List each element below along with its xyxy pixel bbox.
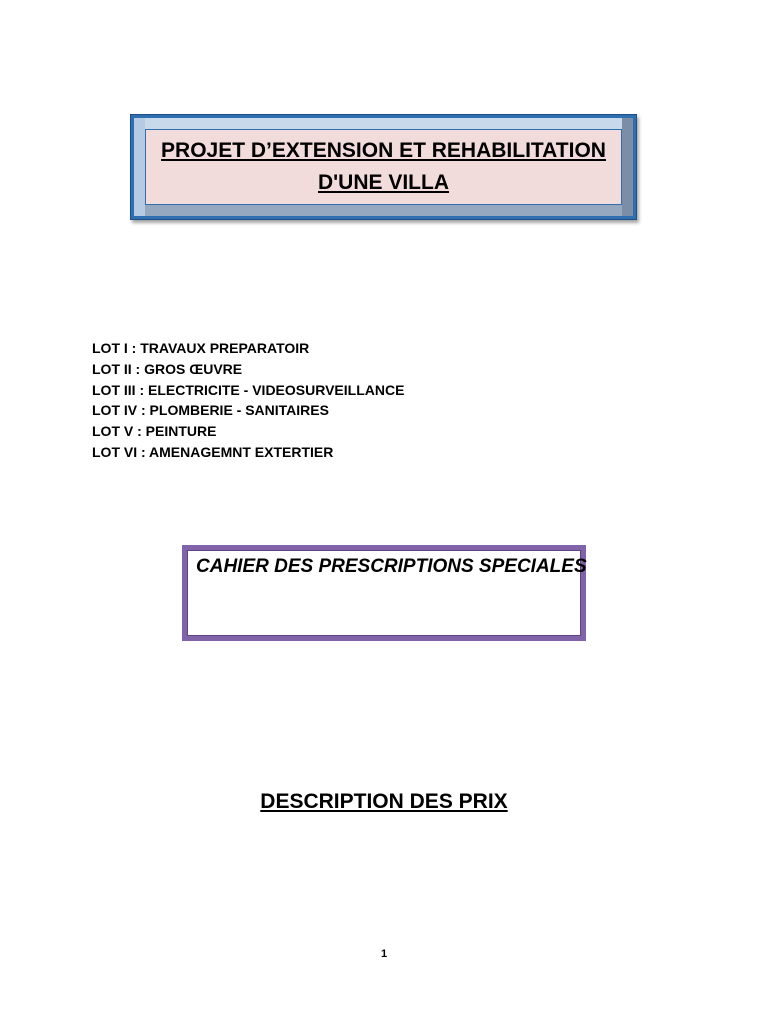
page-number: 1 [380, 948, 388, 960]
frame-bevel-bottom [134, 205, 633, 216]
cps-box [182, 545, 586, 641]
lot-item: LOT I : TRAVAUX PREPARATOIR [92, 340, 310, 356]
lot-item: LOT III : ELECTRICITE - VIDEOSURVEILLANCE [92, 381, 405, 398]
lot-item: LOT V : PEINTURE [92, 423, 217, 440]
frame-bevel-top [134, 118, 633, 129]
lot-item: LOT IV : PLOMBERIE - SANITAIRES [92, 402, 329, 419]
cps-title: CAHIER DES PRESCRIPTIONS SPECIALES [196, 556, 587, 577]
lot-item: LOT VI : AMENAGEMNT EXTERTIER [92, 443, 334, 460]
frame-bevel-right [622, 118, 633, 216]
project-title-line-2: D'UNE VILLA [318, 171, 449, 194]
project-title-line-1: PROJET D’EXTENSION ET REHABILITATION [161, 139, 606, 162]
lot-item: LOT II : GROS ŒUVRE [92, 360, 243, 377]
lot-list [92, 338, 404, 463]
title-box [145, 129, 622, 205]
title-frame [130, 114, 637, 220]
section-title: DESCRIPTION DES PRIX [260, 790, 508, 813]
frame-bevel-left [134, 118, 145, 216]
